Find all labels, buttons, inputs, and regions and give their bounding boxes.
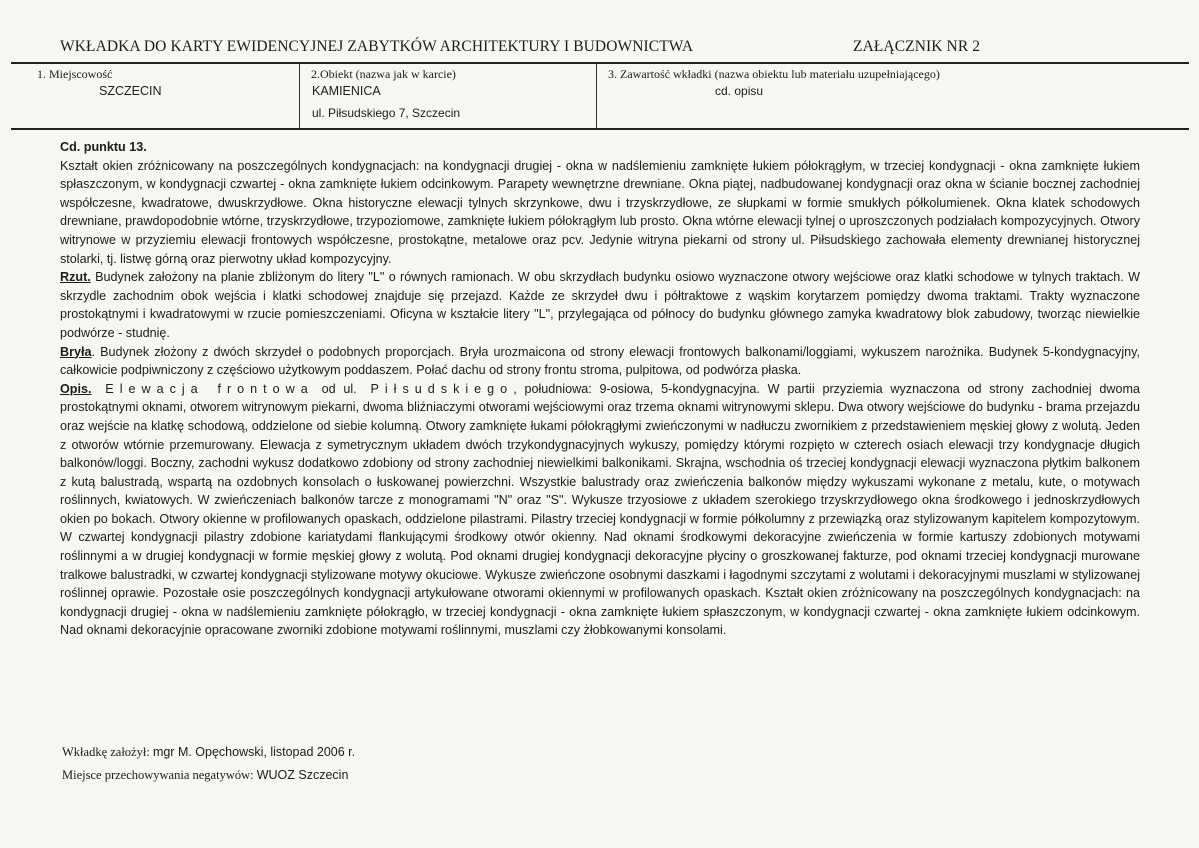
opis-front-elevation: Elewacja frontowa [91,381,314,396]
point-title: Cd. punktu 13. [60,140,147,154]
info-table [11,62,1189,130]
object-name: KAMIENICA [312,84,381,98]
paragraph-bryla [60,343,1140,380]
storage-value: WUOZ Szczecin [256,768,349,782]
opis-mid: od ul. [313,381,357,396]
storage-label: Miejsce przechowywania negatywów: [62,768,254,782]
paragraph-windows: Kształt okien zróżnicowany na poszczególnych kondygnacjach: na kondygnacji drugiej - okna w nadślemieniu zamknięte łukiem półokrągłym, w trzeciej kondygnacji - okna zamknięte łukiem spłaszczonym, w kondygnacji czwartej - okna zamknięte łukiem odcinkowym. Parapety wewnętrzne drewniane. Okna piątej, nadbudowanej kondygnacji oraz okna w ścianie bocznej zachodniej współczesne, kwadratowe, dwuskrzydłowe. Okna historyczne elewacji tylnych skrzynkowe, dwu i trzyskrzydłowe, ze słupkami w formie smukłych półkolumienek. Okna klatek schodowych drewniane, prawdopodobnie wtórne, trzyskrzydłowe, trzypoziomowe, zamknięte łukiem półokrągłym lub prosto. Okna wtórne elewacji tylnej o uproszczonych podziałach kompozycyjnych. Otwory witrynowe w przyziemiu elewacji frontowych współczesne, prostokątne, metalowe oraz pcv. Jedynie witryna piekarni od strony ul. Piłsudskiego zachowała elementy drewnianej historycznej stolarki, tj. listwę górną oraz pierwotny układ kompozycyjny. [60,158,1140,266]
object-cell [300,64,597,128]
paragraph-rzut [60,268,1140,342]
author-label: Wkładkę założył: [62,745,150,759]
contents-cell [597,64,1189,128]
document-header [60,38,1140,60]
bryla-label: Bryła [60,344,92,359]
object-label: 2.Obiekt (nazwa jak w karcie) [311,67,456,81]
place-value: SZCZECIN [99,84,162,98]
annex-number: ZAŁĄCZNIK NR 2 [853,38,981,55]
contents-label: 3. Zawartość wkładki (nazwa obiektu lub materiału uzupełniającego) [608,67,940,81]
paragraph-opis [60,380,1140,640]
place-label: 1. Miejscowość [37,67,113,81]
rzut-text: Budynek założony na planie zbliżonym do litery "L" o równych ramionach. W obu skrzydłach budynku osiowo wyznaczone otwory wejściowe oraz klatki schodowe w tylnych traktach. W skrzydle zachodnim obok wejścia i klatki schodowej znajduje się przejazd. Każde ze skrzydeł dwu i półtraktowe z wąskim korytarzem pomiędzy dwoma traktami. Trakty wyznaczone prostokątnymi i kwadratowymi w rzucie pomieszczeniami. Oficyna w kształcie litery "L", przylegająca od północy do budynku głównego zamyka kwadratowy blok zabudowy, tworząc niewielkie podwórze - studnię. [60,270,1140,340]
author-line [62,745,662,760]
opis-text: , południowa: 9-osiowa, 5-kondygnacyjna. W partii przyziemia wyznaczona od strony zachodniej dwoma prostokątnymi oknami, otworem witrynowym piekarni, dwoma bliźniaczymi otworami wejściowymi oraz trzema oknami witrynowymi sklepu. Dwa otwory wejściowe do budynku - brama przejazdu oraz wejście na klatkę schodową, oddzielone od siebie kolumną. Otwory zamknięte łukami półokrągłymi zwieńczonymi w nadłuczu zwornikiem z przedstawieniem męskiej głowy z wolutą. Jeden z otworów wtórnie przemurowany. Elewacja z symetrycznym układem dwóch trzykondygnacyjnych wykuszy, pomiędzy którymi rozpięto w czterech osiach elewacji trzy kondygnacje długich balkonów/loggi. Boczny, zachodni wykusz dodatkowo zdobiony od strony zachodniej niewielkimi balkonikami. Skrajna, wschodnia oś trzeciej kondygnacji elewacji wyznaczona płytkim balkonem z kutą balustradą, wspartą na ozdobnych konsolach o łuskowanej powierzchni. Wszystkie balustrady oraz zwieńczenia balkonów między wykuszami wykonane z metalu, kute, o motywach roślinnych, kwiatowych. W zwieńczeniach balkonów tarcze z monogramami "N" oraz "S". Wykusze trzyosiowe z układem szerokiego trzyskrzydłowego okna środkowego i jednoskrzydłowych okien po bokach. Otwory okienne w profilowanych opaskach, oddzielone pilastrami. Pilastry trzeciej kondygnacji w formie półkolumny z przewiązką oraz stylizowanym kapitelem kompozytowym. W czwartej kondygnacji pilastry zdobione kariatydami flankującymi środkowy otwór okienny. Nad oknami środkowymi dekoracyjne zwieńczenia w formie kartuszy zdobionych motywami roślinnymi a w drugiej kondygnacji w formie męskiej głowy z wolutą. Pod oknami drugiej kondygnacji dekoracyjne płyciny o groszkowanej fakturze, pod oknami trzeciej kondygnacji murowane tralkowe balustradki, w czwartej kondygnacji stylizowane motywy okuciowe. Wykusze zwieńczone osobnymi daszkami i łagodnymi szczytami z wolutami i dekoracyjnymi muszlami w stylizowanej roślinnej oprawie. Pozostałe osie poszczególnych kondygnacji artykułowane otworami okiennymi w profilowanych opaskach. Kształt okien zróżnicowany na poszczególnych kondygnacjach: na kondygnacji drugiej - okna w nadślemieniu zamknięte półokrągło, w trzeciej kondygnacji - okna zamknięte łukiem spłaszczonym, w kondygnacji czwartej - okna zamknięte łukiem odcinkowym. Nad oknami dekoracyjnie opracowane zworniki zdobione motywami roślinnymi, muszlami czy żłobkowanymi konsolami. [60,381,1140,638]
contents-value: cd. opisu [715,84,764,98]
document-title: WKŁADKA DO KARTY EWIDENCYJNEJ ZABYTKÓW ARCHITEKTURY I BUDOWNICTWA [60,38,694,55]
opis-street-name: Piłsudskiego [356,381,514,396]
rzut-label: Rzut. [60,270,91,285]
object-address: ul. Piłsudskiego 7, Szczecin [312,106,461,120]
bryla-text: . Budynek złożony z dwóch skrzydeł o podobnych proporcjach. Bryła urozmaicona od strony elewacji frontowych balkonami/loggiami, wykuszem narożnika. Budynek 5-kondygnacyjny, całkowicie podpiwniczony z częściowo użytkowym poddaszem. Połać dachu od strony frontu stroma, pulpitowa, od podwórza płaska. [60,344,1140,378]
opis-label: Opis. [60,381,92,396]
document-body [60,138,1140,640]
storage-line [62,768,662,783]
author-value: mgr M. Opęchowski, listopad 2006 r. [152,745,356,759]
place-cell [11,64,300,128]
